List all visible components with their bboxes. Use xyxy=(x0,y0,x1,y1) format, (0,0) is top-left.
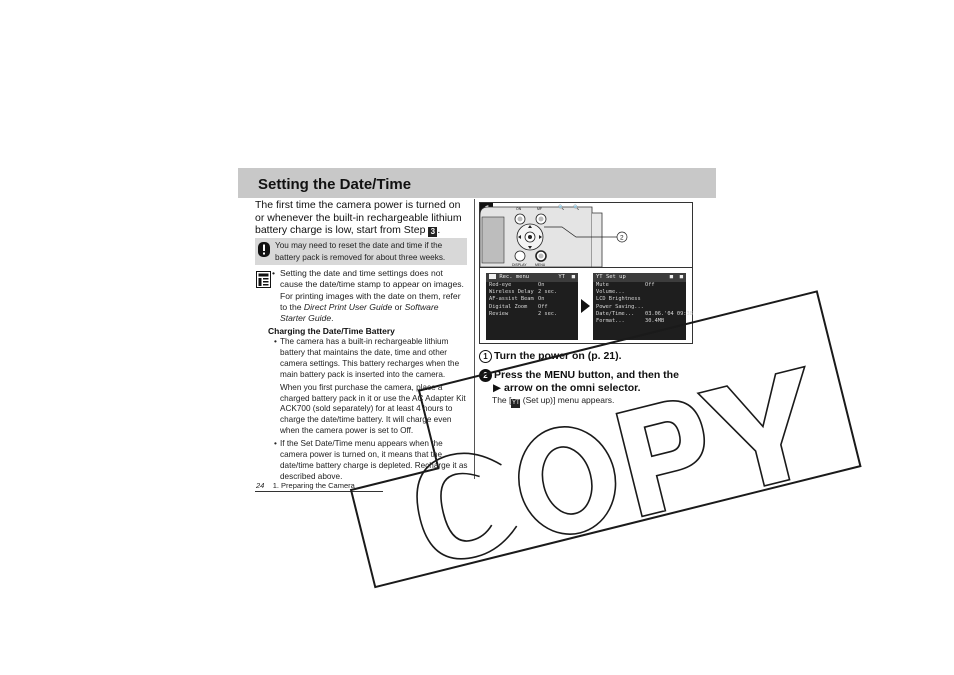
rec_menu-row-label: Red-eye xyxy=(489,282,512,288)
setup_menu-row-value: 30.4MB xyxy=(645,318,665,325)
page-footer xyxy=(256,481,355,490)
intro-paragraph xyxy=(255,199,467,237)
rec_menu-row-value: On xyxy=(538,296,545,303)
arrow-right-icon xyxy=(581,299,590,313)
step-2 xyxy=(479,369,699,382)
setup-tab-icon-active: YT xyxy=(596,274,603,280)
setup_menu-row-label: Format... xyxy=(596,318,625,325)
footer-rule xyxy=(255,491,383,492)
button-label-display: DISPLAY xyxy=(512,263,527,267)
svg-text:🔍: 🔍 xyxy=(558,205,565,211)
setup_menu-row-label: Volume... xyxy=(596,289,625,296)
charging-heading: Charging the Date/Time Battery xyxy=(268,326,395,336)
button-label-menu: MENU xyxy=(535,263,546,267)
setup_menu-row-value: Off xyxy=(645,282,655,288)
note-text-a: Setting the date and time settings does not cause the date/time stamp to appear on images. For printing images with the date on them, refer to the xyxy=(280,268,464,312)
setup-icon: YT xyxy=(512,400,520,406)
setup_menu-row xyxy=(593,318,686,325)
setup_menu-row-label: Mute xyxy=(596,282,609,288)
button-label-mf: MF xyxy=(537,207,543,211)
intro-end: . xyxy=(437,224,441,236)
setup_menu-row-label: LCD Brightness xyxy=(596,296,641,303)
note-text-or: or xyxy=(392,301,405,312)
caution-icon xyxy=(258,242,270,257)
step-2-text-line2: arrow on the omni selector. xyxy=(501,382,641,394)
note-text xyxy=(272,268,465,324)
step-1-text: Turn the power on (p. 21). xyxy=(494,350,622,362)
lcd-rec-menu xyxy=(486,273,578,340)
figure-callout: 2 xyxy=(620,234,624,242)
charging-paragraph-1: • The camera has a built-in rechargeable lithium battery that maintains the date, time and other camera settings. This battery recharges when the main battery pack is inserted into the camera. xyxy=(274,337,468,381)
intro-text: The first time the camera power is turned on or whenever the built-in rechargeable lithium battery charge is low, start from Step xyxy=(255,199,462,236)
my-camera-tab-icon: ■ xyxy=(571,274,575,280)
step-2-line2 xyxy=(479,382,699,394)
caution-text: You may need to reset the date and time if the battery pack is removed for about three weeks. xyxy=(275,241,446,262)
rec_menu-row-value: 2 sec. xyxy=(538,289,558,296)
rec_menu-row xyxy=(486,289,578,296)
rec_menu-row-value: Off xyxy=(538,303,548,310)
note-bullet: • xyxy=(272,268,276,278)
camera-tab-icon xyxy=(489,274,496,279)
rec_menu-row-value: 2 sec. xyxy=(538,310,558,317)
setup-menu-tabbar xyxy=(593,273,686,282)
step-2-text-line1: Press the MENU button, and then the xyxy=(494,369,679,381)
setup_menu-row xyxy=(593,310,693,318)
note-text-end: . xyxy=(331,313,334,324)
setup_menu-row xyxy=(593,289,686,296)
step-2-result-post: (Set up)] menu appears. xyxy=(520,395,615,405)
note-body xyxy=(272,268,465,324)
button-label-on: ON xyxy=(516,207,522,211)
rec_menu-row xyxy=(486,304,578,311)
note-icon xyxy=(256,271,271,288)
charging-paragraph-2: When you first purchase the camera, place a charged battery pack in it or use the AC Adapter Kit ACK700 (sold separately) for at least 4 hours to charge the date/time battery. It will charge even when the camera power is set to Off. xyxy=(280,382,466,436)
step-2-result-pre: The [ xyxy=(492,395,512,405)
camera-back-illustration xyxy=(480,203,692,267)
my-camera-tab-icon-2: ■ xyxy=(669,274,673,280)
svg-text:🔍: 🔍 xyxy=(573,205,580,211)
step-reference: 3 xyxy=(428,227,437,237)
rec_menu-row-value: On xyxy=(538,282,545,288)
step-1-number: 1 xyxy=(479,350,492,363)
column-divider xyxy=(474,199,475,479)
guide-software-starter: Software Starter Guide xyxy=(280,301,439,324)
setup_menu-row xyxy=(593,296,686,303)
step-2-number: 2 xyxy=(479,369,492,382)
setup_menu-row-value: 03.06.'04 09:38 xyxy=(645,310,693,317)
page-title: Setting the Date/Time xyxy=(258,176,412,193)
rec-menu-tabbar xyxy=(486,273,578,282)
rec_menu-row-label: Wireless Delay xyxy=(489,289,534,296)
rec-menu-title: Rec. menu xyxy=(499,274,530,280)
footer-section: 1. Preparing the Camera xyxy=(272,481,355,490)
charging-section xyxy=(274,337,468,483)
lcd-setup-menu xyxy=(593,273,693,340)
rec_menu-row-label: Digital Zoom xyxy=(489,303,528,310)
rec_menu-row-label: Review xyxy=(489,310,509,317)
setup-menu-title: Set up xyxy=(605,274,626,280)
step-1 xyxy=(479,350,699,363)
charging-paragraph-3: • If the Set Date/Time menu appears when the camera power is turned on, it means that the date/time battery charge is depleted. Recharge it as described above. xyxy=(274,439,468,483)
setup_menu-row xyxy=(593,304,686,311)
rec_menu-row-label: AF-assist Beam xyxy=(489,296,534,303)
page-number: 24 xyxy=(256,481,265,490)
step-2-result xyxy=(492,395,614,408)
steps xyxy=(479,350,699,394)
rec_menu-row xyxy=(486,311,578,318)
setup_menu-row-label: Power Saving... xyxy=(596,303,644,310)
camera-tab-icon-2: ■ xyxy=(679,274,683,280)
arrow-right-glyph-icon: ▶ xyxy=(493,382,502,394)
setup_menu-row xyxy=(593,282,686,289)
rec_menu-row xyxy=(486,282,578,289)
guide-direct-print: Direct Print User Guide xyxy=(303,301,393,312)
setup_menu-row-label: Date/Time... xyxy=(596,310,635,317)
setup-tab-icon: YT xyxy=(558,274,565,280)
rec_menu-row xyxy=(486,296,578,303)
